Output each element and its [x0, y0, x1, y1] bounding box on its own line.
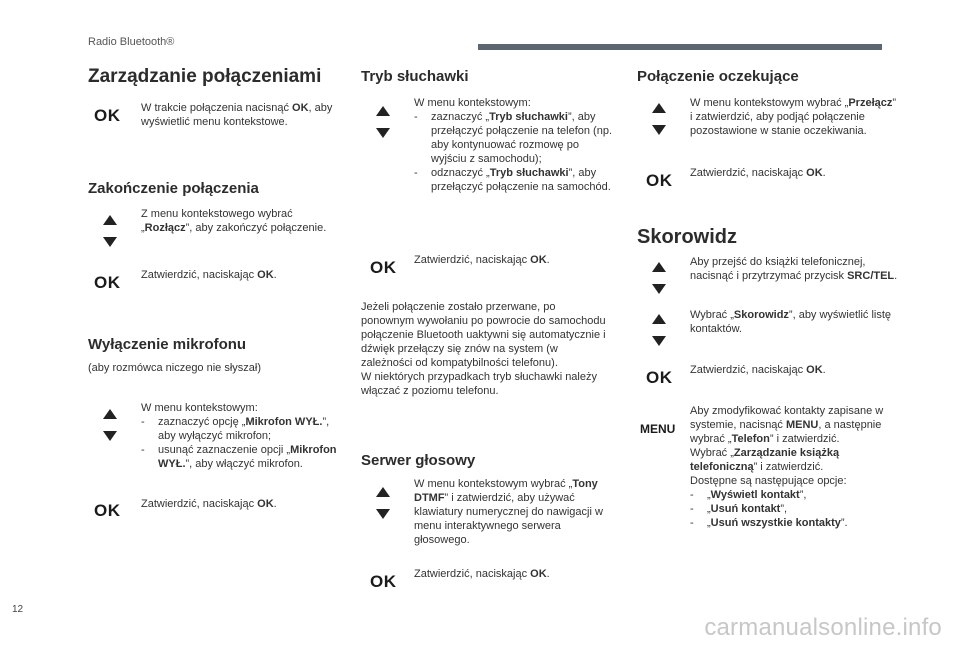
- confirm-text: Zatwierdzić, naciskając OK.: [414, 254, 550, 266]
- up-down-arrows-icon: [376, 106, 390, 140]
- section-title-end-call: Zakończenie połączenia: [88, 180, 259, 197]
- call-waiting-text: W menu kontekstowym wybrać „Przełącz” i zatwierdzić, aby podjąć połączenie pozostawione w stanie oczekiwania.: [690, 97, 897, 137]
- ok-button-icon: OK: [94, 106, 121, 125]
- directory-select-text: Wybrać „Skorowidz”, aby wyświetlić listę kontaktów.: [690, 309, 891, 335]
- up-down-arrows-icon: [376, 487, 390, 521]
- section-title-handset-mode: Tryb słuchawki: [361, 68, 469, 85]
- header-title: Radio Bluetooth®: [88, 36, 175, 48]
- end-call-text: Z menu kontekstowego wybrać „Rozłącz”, aby zakończyć połączenie.: [141, 208, 327, 234]
- page-number: 12: [12, 604, 24, 615]
- ok-button-icon: OK: [370, 572, 397, 591]
- ok-button-icon: OK: [94, 273, 121, 292]
- handset-info-text: Jeżeli połączenie zostało przerwane, po ponownym wywołaniu po powrocie do samochodu połączenie Bluetooth uaktywni się automatycznie i dźwięk przełączy się znów na system (w zależności od kompatybilności telefonu). W niektórych przypadkach tryb słuchawki należy włączać z poziomu telefonu.: [361, 301, 606, 397]
- handset-mode-text: W menu kontekstowym: - zaznaczyć „Tryb słuchawki”, aby przełączyć połączenie na telefon (np. aby kontynuować rozmowę po wyjściu z samochodu); - odznaczyć „Tryb słuchawki”, aby przełączyć połączenie na samochód.: [414, 97, 612, 193]
- section-title-voice-server: Serwer głosowy: [361, 452, 476, 469]
- confirm-text: Zatwierdzić, naciskając OK.: [690, 167, 826, 179]
- section-title-call-waiting: Połączenie oczekujące: [637, 68, 799, 85]
- edit-contacts-text: Aby zmodyfikować kontakty zapisane w systemie, nacisnąć MENU, a następnie wybrać „Telefon” i zatwierdzić. Wybrać „Zarządzanie książką telefoniczną” i zatwierdzić. Dostępne są następujące opcje: - „Wyświetl kontakt”, - „Usuń kontakt”, - „Usuń wszystkie kontakty”.: [690, 405, 884, 529]
- ok-button-icon: OK: [646, 171, 673, 190]
- directory-open-text: Aby przejść do książki telefonicznej, nacisnąć i przytrzymać przycisk SRC/TEL.: [690, 256, 898, 282]
- confirm-text: Zatwierdzić, naciskając OK.: [414, 568, 550, 580]
- mute-mic-text: W menu kontekstowym: - zaznaczyć opcję „Mikrofon WYŁ.”, aby wyłączyć mikrofon; - usunąć zaznaczenie opcji „Mikrofon WYŁ.”, aby włączyć mikrofon.: [141, 402, 337, 470]
- confirm-text: Zatwierdzić, naciskając OK.: [141, 269, 277, 281]
- watermark: carmanualsonline.info: [704, 614, 942, 641]
- up-down-arrows-icon: [652, 103, 666, 137]
- section-title-mute-mic: Wyłączenie mikrofonu: [88, 336, 247, 353]
- ok-button-icon: OK: [646, 368, 673, 387]
- confirm-text: Zatwierdzić, naciskając OK.: [141, 498, 277, 510]
- ok-button-icon: OK: [94, 501, 121, 520]
- up-down-arrows-icon: [103, 215, 117, 249]
- section-title-call-management: Zarządzanie połączeniami: [88, 66, 322, 87]
- mute-mic-note: (aby rozmówca niczego nie słyszał): [88, 362, 262, 374]
- ok-button-icon: OK: [370, 258, 397, 277]
- call-menu-text: W trakcie połączenia nacisnąć OK, aby wyświetlić menu kontekstowe.: [141, 102, 333, 128]
- confirm-text: Zatwierdzić, naciskając OK.: [690, 364, 826, 376]
- header-bar: [478, 44, 882, 50]
- up-down-arrows-icon: [652, 262, 666, 296]
- up-down-arrows-icon: [652, 314, 666, 348]
- menu-button-icon: MENU: [640, 422, 676, 436]
- voice-server-text: W menu kontekstowym wybrać „Tony DTMF” i zatwierdzić, aby używać klawiatury numerycznej do nawigacji w menu interaktywnego serwera głosowego.: [414, 478, 603, 546]
- section-title-directory: Skorowidz: [637, 226, 738, 248]
- up-down-arrows-icon: [103, 409, 117, 443]
